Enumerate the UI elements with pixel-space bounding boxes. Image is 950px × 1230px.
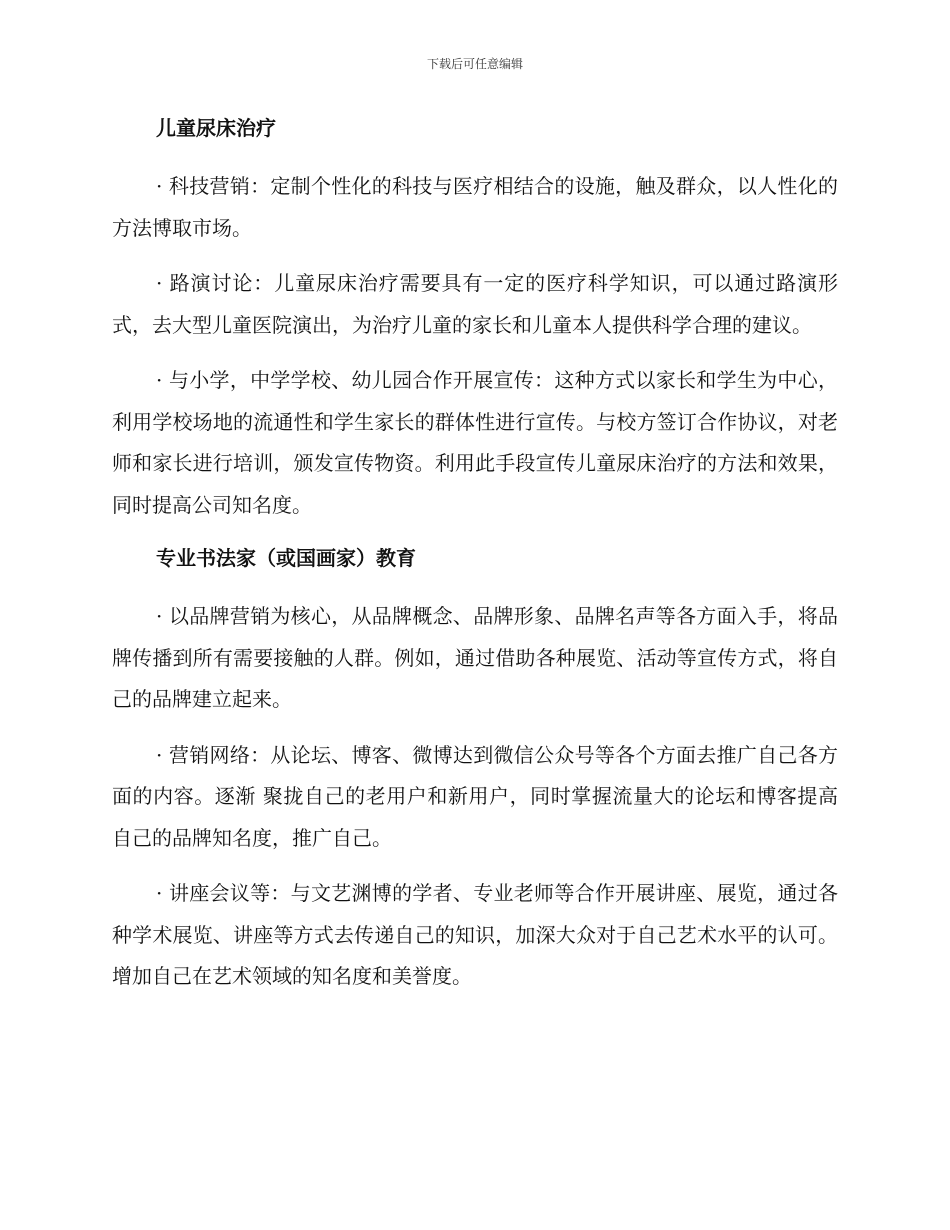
section-heading-calligraphy: 专业书法家（或国画家）教育 [156, 546, 416, 570]
paragraph-brand-marketing: · 以品牌营销为核心，从品牌概念、品牌形象、品牌名声等各方面入手，将品牌传播到所有需要接触的人群。例如，通过借助各种展览、活动等宣传方式，将自己的品牌建立起来。 [112, 604, 838, 711]
section-heading-bedwetting: 儿童尿床治疗 [156, 116, 276, 140]
paragraph-lectures: · 讲座会议等：与文艺渊博的学者、专业老师等合作开展讲座、展览，通过各种学术展览、讲座等方式去传递自己的知识，加深大众对于自己艺术水平的认可。增加自己在艺术领域的知名度和美誉度。 [112, 881, 838, 988]
paragraph-tech-marketing: · 科技营销：定制个性化的科技与医疗相结合的设施，触及群众，以人性化的方法博取市场。 [112, 174, 838, 240]
page-header: 下载后可任意编辑 [426, 57, 523, 71]
paragraph-marketing-network: · 营销网络：从论坛、博客、微博达到微信公众号等各个方面去推广自己各方面的内容。逐渐 聚拢自己的老用户和新用户，同时掌握流量大的论坛和博客提高自己的品牌知名度，推广自己。 [112, 742, 838, 850]
paragraph-school-cooperation: · 与小学，中学学校、幼儿园合作开展宣传：这种方式以家长和学生为中心，利用学校场地的流通性和学生家长的群体性进行宣传。与校方签订合作协议，对老师和家长进行培训，颁发宣传物资。利用此手段宣传儿童尿床治疗的方法和效果，同时提高公司知名度。 [112, 368, 838, 517]
paragraph-roadshow: · 路演讨论：儿童尿床治疗需要具有一定的医疗科学知识，可以通过路演形式，去大型儿童医院演出，为治疗儿童的家长和儿童本人提供科学合理的建议。 [112, 271, 838, 337]
document-body [112, 110, 838, 1012]
